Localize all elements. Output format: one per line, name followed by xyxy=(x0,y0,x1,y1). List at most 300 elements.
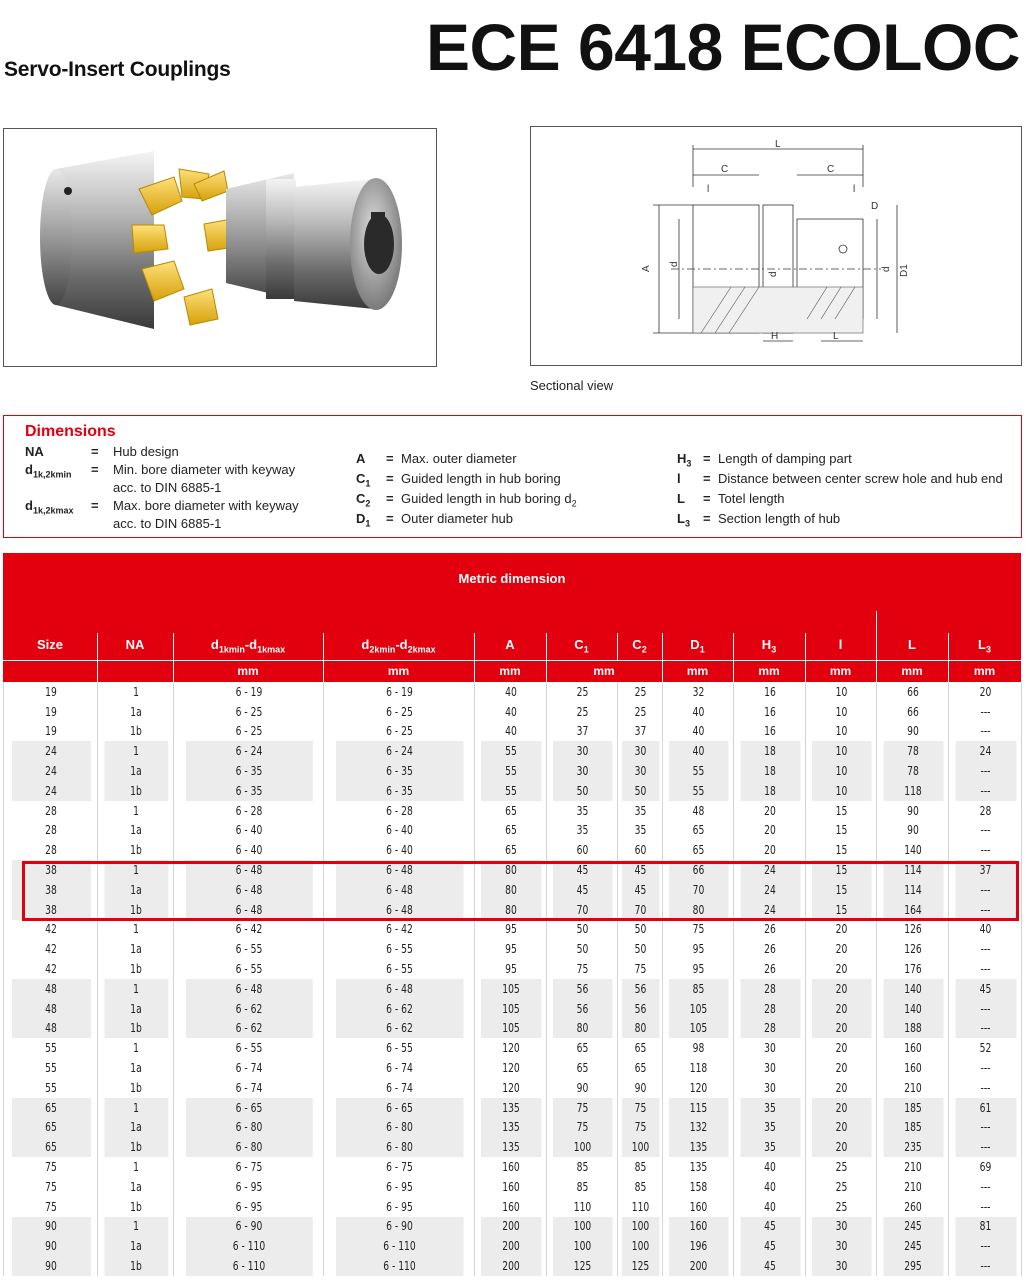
cell-d1-outer: 80 xyxy=(668,900,728,920)
cell-c1: 30 xyxy=(552,741,612,761)
cell-size: 28 xyxy=(11,801,91,821)
label-C1: C xyxy=(721,164,729,175)
cell-size: 42 xyxy=(11,959,91,979)
label-D1: D1 xyxy=(899,264,910,277)
table-band-title: Metric dimension xyxy=(458,571,566,586)
cell-l3: 37 xyxy=(954,860,1016,880)
cell-d1-range: 6 - 74 xyxy=(185,1078,313,1098)
cell-d2-range: 6 - 40 xyxy=(335,840,463,860)
cell-na: 1b xyxy=(103,722,168,742)
col-size: Size xyxy=(36,637,63,652)
cell-size: 65 xyxy=(11,1118,91,1138)
cell-a: 160 xyxy=(480,1177,541,1197)
cell-d1-outer: 115 xyxy=(668,1098,728,1118)
cell-c2: 85 xyxy=(621,1177,659,1197)
table-row xyxy=(4,702,1022,722)
cell-na: 1 xyxy=(103,920,168,940)
cell-l3: 69 xyxy=(954,1157,1016,1177)
cell-a: 200 xyxy=(480,1236,541,1256)
cell-c1: 110 xyxy=(552,1197,612,1217)
cell-size: 90 xyxy=(11,1256,91,1276)
cell-h3: 20 xyxy=(739,840,800,860)
cell-na: 1 xyxy=(103,741,168,761)
cell-size: 24 xyxy=(11,761,91,781)
cell-d2-range: 6 - 62 xyxy=(335,1019,463,1039)
cell-size: 48 xyxy=(11,1019,91,1039)
table-row xyxy=(4,920,1022,940)
cell-a: 135 xyxy=(480,1098,541,1118)
cell-a: 55 xyxy=(480,761,541,781)
cell-d1-range: 6 - 110 xyxy=(185,1236,313,1256)
cell-c1: 125 xyxy=(552,1256,612,1276)
cell-d2-range: 6 - 80 xyxy=(335,1118,463,1138)
cell-d1-outer: 48 xyxy=(668,801,728,821)
cell-d1-outer: 160 xyxy=(668,1197,728,1217)
cell-size: 24 xyxy=(11,741,91,761)
cell-size: 24 xyxy=(11,781,91,801)
cell-size: 48 xyxy=(11,999,91,1019)
table-row xyxy=(4,1058,1022,1078)
cell-d2-range: 6 - 48 xyxy=(335,979,463,999)
cell-total-length: 118 xyxy=(882,781,943,801)
cell-c1: 60 xyxy=(552,840,612,860)
cell-d1-range: 6 - 48 xyxy=(185,900,313,920)
label-A: A xyxy=(641,265,652,272)
col-d2-range: $d_{2kmin}-d_{2kmax}$ xyxy=(361,637,436,655)
cell-h3: 28 xyxy=(739,979,800,999)
cell-a: 55 xyxy=(480,741,541,761)
cell-c2: 45 xyxy=(621,860,659,880)
cell-na: 1a xyxy=(103,939,168,959)
cell-a: 105 xyxy=(480,1019,541,1039)
cell-l3: 81 xyxy=(954,1217,1016,1237)
cell-c1: 50 xyxy=(552,920,612,940)
table-row xyxy=(4,801,1022,821)
table-row xyxy=(4,821,1022,841)
cell-size: 75 xyxy=(11,1177,91,1197)
sectional-caption: Sectional view xyxy=(530,378,614,393)
cell-h3: 30 xyxy=(739,1078,800,1098)
col-total-length: L xyxy=(908,637,916,652)
cell-na: 1b xyxy=(103,1019,168,1039)
cell-d2-range: 6 - 110 xyxy=(335,1236,463,1256)
table-row xyxy=(4,1078,1022,1098)
col-d1-range: $d_{1kmin}-d_{1kmax}$ xyxy=(210,637,286,655)
cell-l3: --- xyxy=(954,1058,1016,1078)
cell-l: 20 xyxy=(811,1118,871,1138)
cell-d1-range: 6 - 40 xyxy=(185,821,313,841)
cell-c2: 100 xyxy=(621,1236,659,1256)
table-row xyxy=(4,761,1022,781)
cell-a: 95 xyxy=(480,920,541,940)
cell-c1: 45 xyxy=(552,860,612,880)
cell-l: 20 xyxy=(811,939,871,959)
def-l: l = Distance between center screw hole and hub end xyxy=(677,471,1003,486)
cell-l3: --- xyxy=(954,959,1016,979)
cell-h3: 40 xyxy=(739,1157,800,1177)
table-header-band xyxy=(3,553,1021,682)
cell-c2: 125 xyxy=(621,1256,659,1276)
dimensions-legend xyxy=(3,415,1022,538)
cell-d1-range: 6 - 95 xyxy=(185,1197,313,1217)
coupling-illustration xyxy=(4,129,436,366)
cell-d2-range: 6 - 48 xyxy=(335,880,463,900)
cell-l: 30 xyxy=(811,1217,871,1237)
cell-d1-range: 6 - 24 xyxy=(185,741,313,761)
cell-total-length: 90 xyxy=(882,722,943,742)
cell-a: 40 xyxy=(480,682,541,702)
cell-h3: 30 xyxy=(739,1038,800,1058)
cell-c1: 85 xyxy=(552,1157,612,1177)
cell-l3: --- xyxy=(954,821,1016,841)
cell-l: 10 xyxy=(811,682,871,702)
cell-d1-outer: 66 xyxy=(668,860,728,880)
cell-c2: 75 xyxy=(621,1098,659,1118)
cell-a: 200 xyxy=(480,1256,541,1276)
cell-l: 20 xyxy=(811,920,871,940)
cell-size: 90 xyxy=(11,1217,91,1237)
cell-l3: --- xyxy=(954,1137,1016,1157)
cell-c2: 35 xyxy=(621,821,659,841)
cell-l: 20 xyxy=(811,1058,871,1078)
cell-na: 1 xyxy=(103,1038,168,1058)
cell-d1-range: 6 - 55 xyxy=(185,939,313,959)
cell-d2-range: 6 - 48 xyxy=(335,860,463,880)
cell-a: 105 xyxy=(480,999,541,1019)
table-row xyxy=(4,1118,1022,1138)
cell-h3: 18 xyxy=(739,761,800,781)
cell-size: 55 xyxy=(11,1078,91,1098)
cell-size: 19 xyxy=(11,682,91,702)
cell-h3: 45 xyxy=(739,1236,800,1256)
cell-na: 1b xyxy=(103,1137,168,1157)
product-photo xyxy=(3,128,437,367)
cell-d2-range: 6 - 28 xyxy=(335,801,463,821)
def-na: NA = Hub design xyxy=(25,444,179,459)
cell-d2-range: 6 - 42 xyxy=(335,920,463,940)
cell-a: 80 xyxy=(480,900,541,920)
cell-d1-range: 6 - 55 xyxy=(185,959,313,979)
cell-l: 15 xyxy=(811,860,871,880)
cell-d1-outer: 95 xyxy=(668,939,728,959)
cell-d1-outer: 105 xyxy=(668,1019,728,1039)
cell-d2-range: 6 - 62 xyxy=(335,999,463,1019)
cell-h3: 26 xyxy=(739,920,800,940)
cell-a: 120 xyxy=(480,1058,541,1078)
cell-c2: 60 xyxy=(621,840,659,860)
cell-na: 1a xyxy=(103,999,168,1019)
cell-d1-range: 6 - 74 xyxy=(185,1058,313,1078)
table-row xyxy=(4,781,1022,801)
cell-l3: --- xyxy=(954,1256,1016,1276)
cell-l3: --- xyxy=(954,781,1016,801)
cell-d1-outer: 98 xyxy=(668,1038,728,1058)
cell-l: 10 xyxy=(811,722,871,742)
cell-na: 1b xyxy=(103,840,168,860)
cell-a: 120 xyxy=(480,1078,541,1098)
table-row xyxy=(4,939,1022,959)
def-h3: $H_3$ = Length of damping part xyxy=(677,451,852,469)
cell-d1-outer: 40 xyxy=(668,741,728,761)
cell-c1: 50 xyxy=(552,939,612,959)
cell-d1-outer: 95 xyxy=(668,959,728,979)
cell-c2: 56 xyxy=(621,999,659,1019)
cell-d1-range: 6 - 25 xyxy=(185,722,313,742)
cell-l3: --- xyxy=(954,1118,1016,1138)
cell-total-length: 160 xyxy=(882,1058,943,1078)
unit-d1-outer: mm xyxy=(686,664,709,678)
table-row xyxy=(4,1236,1022,1256)
cell-d2-range: 6 - 48 xyxy=(335,900,463,920)
cell-c1: 56 xyxy=(552,999,612,1019)
cell-na: 1a xyxy=(103,821,168,841)
cell-na: 1a xyxy=(103,880,168,900)
cell-total-length: 188 xyxy=(882,1019,943,1039)
cell-l3: --- xyxy=(954,880,1016,900)
cell-h3: 45 xyxy=(739,1256,800,1276)
cell-d1-range: 6 - 55 xyxy=(185,1038,313,1058)
cell-size: 55 xyxy=(11,1058,91,1078)
table-row xyxy=(4,880,1022,900)
cell-l: 30 xyxy=(811,1236,871,1256)
cell-na: 1a xyxy=(103,1058,168,1078)
cell-na: 1a xyxy=(103,1177,168,1197)
cell-na: 1b xyxy=(103,959,168,979)
cell-d1-outer: 70 xyxy=(668,880,728,900)
cell-c1: 100 xyxy=(552,1217,612,1237)
col-l: l xyxy=(838,637,843,652)
cell-size: 75 xyxy=(11,1157,91,1177)
cell-h3: 45 xyxy=(739,1217,800,1237)
cell-l3: 28 xyxy=(954,801,1016,821)
cell-a: 55 xyxy=(480,781,541,801)
cell-c2: 50 xyxy=(621,920,659,940)
cell-c2: 85 xyxy=(621,1157,659,1177)
cell-c1: 80 xyxy=(552,1019,612,1039)
table-row xyxy=(4,860,1022,880)
def-d1: $D_1$ = Outer diameter hub xyxy=(356,511,514,529)
cell-d1-range: 6 - 40 xyxy=(185,840,313,860)
cell-size: 38 xyxy=(11,880,91,900)
cell-l: 10 xyxy=(811,761,871,781)
cell-size: 19 xyxy=(11,702,91,722)
cell-na: 1b xyxy=(103,1256,168,1276)
cell-d2-range: 6 - 55 xyxy=(335,959,463,979)
cell-total-length: 78 xyxy=(882,741,943,761)
cell-d1-range: 6 - 35 xyxy=(185,761,313,781)
cell-l: 10 xyxy=(811,702,871,722)
cell-c2: 100 xyxy=(621,1217,659,1237)
cell-a: 80 xyxy=(480,860,541,880)
cell-size: 28 xyxy=(11,840,91,860)
cell-total-length: 90 xyxy=(882,801,943,821)
cell-c2: 75 xyxy=(621,959,659,979)
cell-d1-range: 6 - 48 xyxy=(185,979,313,999)
unit-total-length: mm xyxy=(901,664,923,678)
table-row xyxy=(4,1098,1022,1118)
cell-d2-range: 6 - 40 xyxy=(335,821,463,841)
cell-d1-range: 6 - 80 xyxy=(185,1137,313,1157)
cell-l3: --- xyxy=(954,1236,1016,1256)
cell-na: 1 xyxy=(103,860,168,880)
cell-d2-range: 6 - 74 xyxy=(335,1078,463,1098)
cell-a: 135 xyxy=(480,1137,541,1157)
unit-a: mm xyxy=(499,664,521,678)
cell-h3: 24 xyxy=(739,900,800,920)
cell-total-length: 66 xyxy=(882,682,943,702)
cell-na: 1a xyxy=(103,702,168,722)
cell-total-length: 210 xyxy=(882,1157,943,1177)
cell-d1-outer: 55 xyxy=(668,761,728,781)
unit-c: mm xyxy=(593,664,615,678)
cell-l: 20 xyxy=(811,1038,871,1058)
cell-h3: 35 xyxy=(739,1118,800,1138)
def-total-length: L = Totel length xyxy=(677,491,785,506)
cell-d1-range: 6 - 62 xyxy=(185,1019,313,1039)
cell-c2: 75 xyxy=(621,1118,659,1138)
cell-d1-range: 6 - 90 xyxy=(185,1217,313,1237)
cell-a: 65 xyxy=(480,801,541,821)
cell-total-length: 126 xyxy=(882,939,943,959)
cell-na: 1a xyxy=(103,1118,168,1138)
cell-size: 65 xyxy=(11,1098,91,1118)
cell-total-length: 66 xyxy=(882,702,943,722)
cell-c1: 25 xyxy=(552,702,612,722)
cell-total-length: 245 xyxy=(882,1217,943,1237)
cell-c1: 90 xyxy=(552,1078,612,1098)
cell-d1-outer: 40 xyxy=(668,702,728,722)
cell-d1-outer: 135 xyxy=(668,1157,728,1177)
cell-h3: 16 xyxy=(739,682,800,702)
cell-d1-outer: 132 xyxy=(668,1118,728,1138)
cell-d2-range: 6 - 75 xyxy=(335,1157,463,1177)
cell-c1: 30 xyxy=(552,761,612,781)
cell-d1-outer: 135 xyxy=(668,1137,728,1157)
cell-l: 15 xyxy=(811,801,871,821)
cell-l: 15 xyxy=(811,840,871,860)
cell-na: 1b xyxy=(103,900,168,920)
cell-d1-range: 6 - 35 xyxy=(185,781,313,801)
cell-l: 20 xyxy=(811,1098,871,1118)
label-C2: C xyxy=(827,164,835,175)
cell-na: 1 xyxy=(103,1098,168,1118)
page-title: ECE 6418 ECOLOC xyxy=(425,10,1020,84)
cell-c2: 100 xyxy=(621,1137,659,1157)
cell-h3: 40 xyxy=(739,1197,800,1217)
table-row xyxy=(4,1197,1022,1217)
cell-l: 25 xyxy=(811,1197,871,1217)
cell-d1-outer: 55 xyxy=(668,781,728,801)
cell-h3: 35 xyxy=(739,1137,800,1157)
table-row xyxy=(4,999,1022,1019)
cell-d1-outer: 196 xyxy=(668,1236,728,1256)
cell-total-length: 140 xyxy=(882,840,943,860)
cell-c1: 35 xyxy=(552,801,612,821)
col-a: A xyxy=(505,637,515,652)
label-DG: D xyxy=(871,201,879,212)
cell-c2: 90 xyxy=(621,1078,659,1098)
table-row xyxy=(4,979,1022,999)
cell-l: 20 xyxy=(811,979,871,999)
cell-a: 95 xyxy=(480,939,541,959)
cell-l: 15 xyxy=(811,900,871,920)
cell-d2-range: 6 - 55 xyxy=(335,1038,463,1058)
cell-h3: 28 xyxy=(739,999,800,1019)
cell-d1-range: 6 - 25 xyxy=(185,702,313,722)
cell-na: 1 xyxy=(103,1217,168,1237)
cell-d2-range: 6 - 80 xyxy=(335,1137,463,1157)
cell-l3: --- xyxy=(954,1177,1016,1197)
cell-l: 15 xyxy=(811,880,871,900)
cell-l: 25 xyxy=(811,1157,871,1177)
table-row xyxy=(4,1157,1022,1177)
cell-d1-outer: 65 xyxy=(668,840,728,860)
cell-l3: 61 xyxy=(954,1098,1016,1118)
cell-d1-range: 6 - 28 xyxy=(185,801,313,821)
cell-l3: 24 xyxy=(954,741,1016,761)
cell-d2-range: 6 - 25 xyxy=(335,722,463,742)
unit-d2: mm xyxy=(387,664,410,678)
cell-d1-outer: 160 xyxy=(668,1217,728,1237)
cell-d1-range: 6 - 110 xyxy=(185,1256,313,1276)
def-dmax: $d_{1k,2kmax}$ = Max. bore diameter with keyway acc. to DIN 6885-1 xyxy=(25,498,299,531)
cell-a: 160 xyxy=(480,1197,541,1217)
col-c2: $C_2$ xyxy=(632,637,647,655)
cell-l: 20 xyxy=(811,1078,871,1098)
label-L: L xyxy=(775,139,781,150)
cell-c1: 75 xyxy=(552,1118,612,1138)
cell-d1-outer: 158 xyxy=(668,1177,728,1197)
cell-size: 42 xyxy=(11,939,91,959)
cell-d1-range: 6 - 42 xyxy=(185,920,313,940)
cell-l3: --- xyxy=(954,939,1016,959)
sectional-drawing xyxy=(530,126,1022,366)
table-row xyxy=(4,682,1022,702)
def-c1: $C_1$ = Guided length in hub boring xyxy=(356,471,561,489)
cell-total-length: 114 xyxy=(882,860,943,880)
cell-l: 10 xyxy=(811,781,871,801)
cell-d2-range: 6 - 35 xyxy=(335,781,463,801)
cell-l3: --- xyxy=(954,1019,1016,1039)
col-d1-outer: $D_1$ xyxy=(690,637,705,655)
cell-h3: 26 xyxy=(739,939,800,959)
cell-total-length: 185 xyxy=(882,1098,943,1118)
cell-d2-range: 6 - 95 xyxy=(335,1197,463,1217)
cell-l: 20 xyxy=(811,999,871,1019)
cell-h3: 20 xyxy=(739,801,800,821)
col-c1: $C_1$ xyxy=(574,637,589,655)
cell-total-length: 176 xyxy=(882,959,943,979)
cell-h3: 30 xyxy=(739,1058,800,1078)
cell-h3: 18 xyxy=(739,781,800,801)
cell-l: 20 xyxy=(811,1137,871,1157)
table-row xyxy=(4,1177,1022,1197)
cell-na: 1 xyxy=(103,1157,168,1177)
cell-l3: --- xyxy=(954,761,1016,781)
cell-na: 1 xyxy=(103,979,168,999)
cell-a: 65 xyxy=(480,821,541,841)
label-H3: H xyxy=(771,331,779,342)
cell-a: 40 xyxy=(480,722,541,742)
data-table xyxy=(3,682,1022,1276)
cell-c1: 85 xyxy=(552,1177,612,1197)
cell-total-length: 140 xyxy=(882,979,943,999)
def-a: A = Max. outer diameter xyxy=(356,451,517,466)
unit-l3: mm xyxy=(973,664,996,678)
cell-l3: 40 xyxy=(954,920,1016,940)
cell-c2: 80 xyxy=(621,1019,659,1039)
cell-d1-range: 6 - 48 xyxy=(185,880,313,900)
